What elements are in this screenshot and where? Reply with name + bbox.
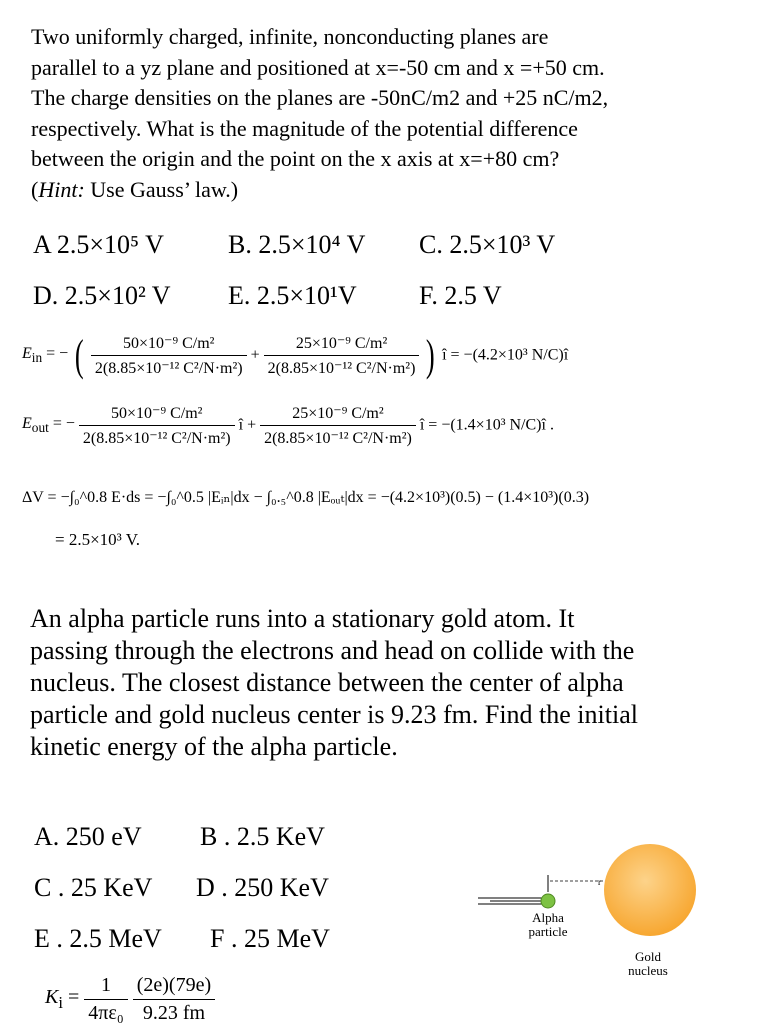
option-f[interactable]: F. 2.5 V [419,281,502,310]
option-d[interactable]: D. 2.5×10² V [33,281,171,310]
fraction: $\frac{\text{50×10⁻⁹ C/m²}}{\text{2(8.85×10⁻¹² C²/N·m²)}}$ [79,403,235,448]
question-1 [31,22,751,205]
option-e[interactable]: E. 2.5×10¹V [228,281,357,310]
question-2-line: nucleus. The closest distance between the center of alpha [30,668,624,697]
equation-delta-v: ΔV = −∫₀^0.8 E·ds = −∫₀^0.5 |Eᵢₙ|dx − ∫₀.₅^0.8 |Eₒᵤₜ|dx = −(4.2×10³)(0.5) − (1.4×10³)(0.3) [22,489,590,506]
option-c[interactable]: C . 25 KeV [34,873,153,902]
equation-e-in: $E_{in}$ = − ( $\frac{\text{50×10⁻⁹ C/m²}}{\text{2(8.85×10⁻¹² C²/N·m²)}}$ + $\frac{\text{25×10⁻⁹ C/m²}}{\text{2(8.85×10⁻¹² C²/N·m²)}}$ ) î = −(4.2×10³ N/C)î [22,330,569,380]
fraction: $\frac{\text{25×10⁻⁹ C/m²}}{\text{2(8.85×10⁻¹² C²/N·m²)}}$ [264,333,420,378]
question-1-line: Two uniformly charged, infinite, nonconducting planes are [31,24,549,49]
option-b[interactable]: B . 2.5 KeV [200,822,325,851]
question-2-line: An alpha particle runs into a stationary gold atom. It [30,604,575,633]
option-c[interactable]: C. 2.5×10³ V [419,230,556,259]
question-2-line: passing through the electrons and head on collide with the [30,636,635,665]
fraction: $\frac{1}{\text{4πε₀}}$ [84,974,127,1025]
alpha-gold-diagram [470,840,710,950]
option-d[interactable]: D . 250 KeV [196,873,329,902]
hint-label: Hint: [38,176,85,202]
option-a[interactable]: A. 250 eV [34,822,142,851]
question-1-line: parallel to a yz plane and positioned at x=-50 cm and x =+50 cm. [31,54,605,80]
option-e[interactable]: E . 2.5 MeV [34,924,162,953]
equation-kinetic-energy: $K_i$ = $\frac{1}{\text{4πε₀}}$ $\frac{(2e)(79e)}{9.23 fm}$ [45,974,215,1025]
option-f[interactable]: F . 25 MeV [210,924,330,953]
alpha-particle-icon [541,894,555,908]
question-2-line: kinetic energy of the alpha particle. [30,732,398,761]
question-1-line: respectively. What is the magnitude of the potential difference [31,115,578,141]
question-1-line: The charge densities on the planes are -50nC/m2 and +25 nC/m2, [31,85,609,110]
question-2 [30,603,750,763]
option-a[interactable]: A 2.5×10⁵ V [33,230,164,259]
fraction: $\frac{(2e)(79e)}{9.23 fm}$ [133,974,215,1025]
fraction: $\frac{\text{25×10⁻⁹ C/m²}}{\text{2(8.85×10⁻¹² C²/N·m²)}}$ [260,403,416,448]
equation-e-out: $E_{out}$ = − $\frac{\text{50×10⁻⁹ C/m²}}{\text{2(8.85×10⁻¹² C²/N·m²)}}$ î + $\frac{\text{25×10⁻⁹ C/m²}}{\text{2(8.85×10⁻¹² C²/N·m²)}}$ î = −(1.4×10³ N/C)î . [22,405,554,447]
alpha-particle-label: Alpha particle [528,910,568,939]
equation-delta-v-result: = 2.5×10³ V. [55,530,141,549]
r-label: r [598,877,601,887]
question-1-line: between the origin and the point on the x axis at x=+80 cm? [31,146,560,171]
gold-nucleus-icon [604,844,696,936]
option-b[interactable]: B. 2.5×10⁴ V [228,230,366,259]
fraction: $\frac{\text{50×10⁻⁹ C/m²}}{\text{2(8.85×10⁻¹² C²/N·m²)}}$ [91,333,247,378]
question-2-line: particle and gold nucleus center is 9.23 fm. Find the initial [30,700,638,729]
gold-nucleus-label: Gold nucleus [628,949,668,978]
question-1-hint: (Hint: Use Gauss’ law.) [31,176,239,202]
